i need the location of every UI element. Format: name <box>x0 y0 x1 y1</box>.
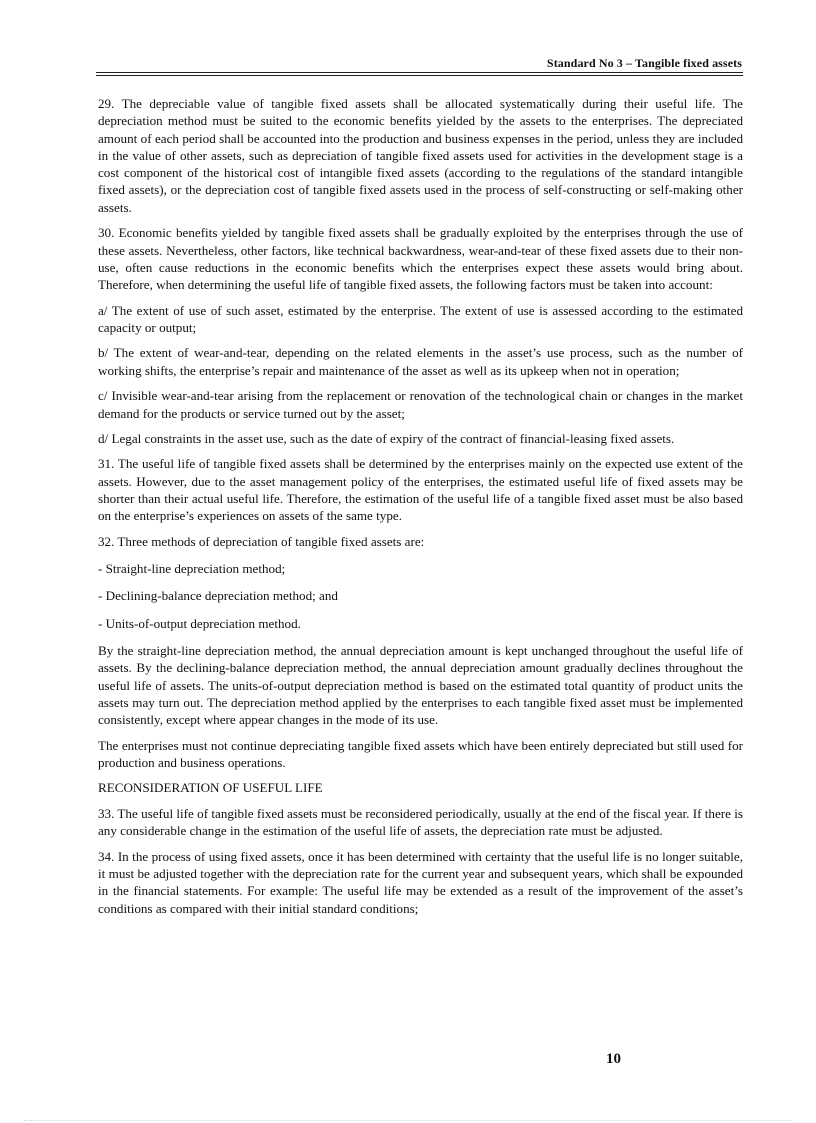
paragraph-31: 31. The useful life of tangible fixed assets shall be determined by the enterprises mainly on the expected use extent of the assets. However, due to the asset management policy of the enterprises, the estimated useful life of fixed assets may be shorter than their actual useful life. Therefore, the estimation of the useful life of a tangible fixed asset must be also based on the enterprise’s experiences on assets of the same type. <box>98 456 743 524</box>
paragraph-30: 30. Economic benefits yielded by tangible fixed assets shall be gradually exploited by the enterprises through the use of these assets. Nevertheless, other factors, like technical backwardness, wear-and-tear of these fixed assets due to their non-use, often cause reductions in the economic benefits which the enterprises expect these assets would bring about. Therefore, when determining the useful life of tangible fixed assets, the following factors must be taken into account: <box>98 225 743 293</box>
paragraph-no-further-depreciation: The enterprises must not continue depreciating tangible fixed assets which have been entirely depreciated but still used for production and business operations. <box>98 737 743 770</box>
list-item-units-of-output: - Units-of-output depreciation method. <box>98 615 301 631</box>
page-bottom-border <box>24 1120 792 1121</box>
header-rule-top <box>96 72 743 73</box>
paragraph-34: 34. In the process of using fixed assets, once it has been determined with certainty that the useful life is no longer suitable, it must be adjusted together with the depreciation rate for the current year and subsequent years, which shall be expounded in the financial statements. For example: The useful life may be extended as a result of the improvement of the asset’s conditions as compared with their initial standard conditions; <box>98 848 743 916</box>
list-item-declining-balance: - Declining-balance depreciation method; and <box>98 588 338 604</box>
page-number: 10 <box>606 1051 621 1067</box>
paragraph-30b: b/ The extent of wear-and-tear, depending on the related elements in the asset’s use process, such as the number of working shifts, the enterprise’s repair and maintenance of the asset as well as its upkeep when not in operation; <box>98 345 743 378</box>
running-header-title: Standard No 3 – Tangible fixed assets <box>546 56 742 70</box>
paragraph-30a: a/ The extent of use of such asset, estimated by the enterprise. The extent of use is assessed according to the estimated capacity or output; <box>98 302 743 335</box>
paragraph-methods-explanation: By the straight-line depreciation method, the annual depreciation amount is kept unchanged throughout the useful life of assets. By the declining-balance depreciation method, the annual depreciation amount gradually declines throughout the useful life of assets. The units-of-output depreciation method is based on the estimated total quantity of product units the assets may turn out. The depreciation method applied by the enterprises to each tangible fixed asset must be implemented consistently, except where appear changes in the mode of its use. <box>98 643 743 728</box>
list-item-straight-line: - Straight-line depreciation method; <box>98 561 286 577</box>
paragraph-30c: c/ Invisible wear-and-tear arising from the replacement or renovation of the technological chain or changes in the market demand for the products or service turned out by the asset; <box>98 388 743 421</box>
header-rule-bottom <box>96 75 743 76</box>
paragraph-32: 32. Three methods of depreciation of tangible fixed assets are: <box>98 533 425 549</box>
paragraph-33: 33. The useful life of tangible fixed assets must be reconsidered periodically, usually at the end of the fiscal year. If there is any considerable change in the estimation of the useful life of assets, the depreciation rate must be adjusted. <box>98 805 743 839</box>
section-heading-reconsideration: RECONSIDERATION OF USEFUL LIFE <box>98 780 323 796</box>
paragraph-29: 29. The depreciable value of tangible fixed assets shall be allocated systematically during their useful life. The depreciation method must be suited to the economic benefits yielded by the assets to the enterprises. The depreciated amount of each period shall be accounted into the production and business expenses in the period, unless they are included in the value of other assets, such as depreciation of tangible fixed assets used for activities in the development stage is a cost component of the historical cost of intangible fixed assets (according to the regulations of the standard intangible fixed assets), or the depreciation cost of tangible fixed assets used in the process of self-constructing or self-making other assets. <box>98 96 743 215</box>
paragraph-30d: d/ Legal constraints in the asset use, such as the date of expiry of the contract of financial-leasing fixed assets. <box>98 430 675 446</box>
body-text <box>98 95 743 925</box>
